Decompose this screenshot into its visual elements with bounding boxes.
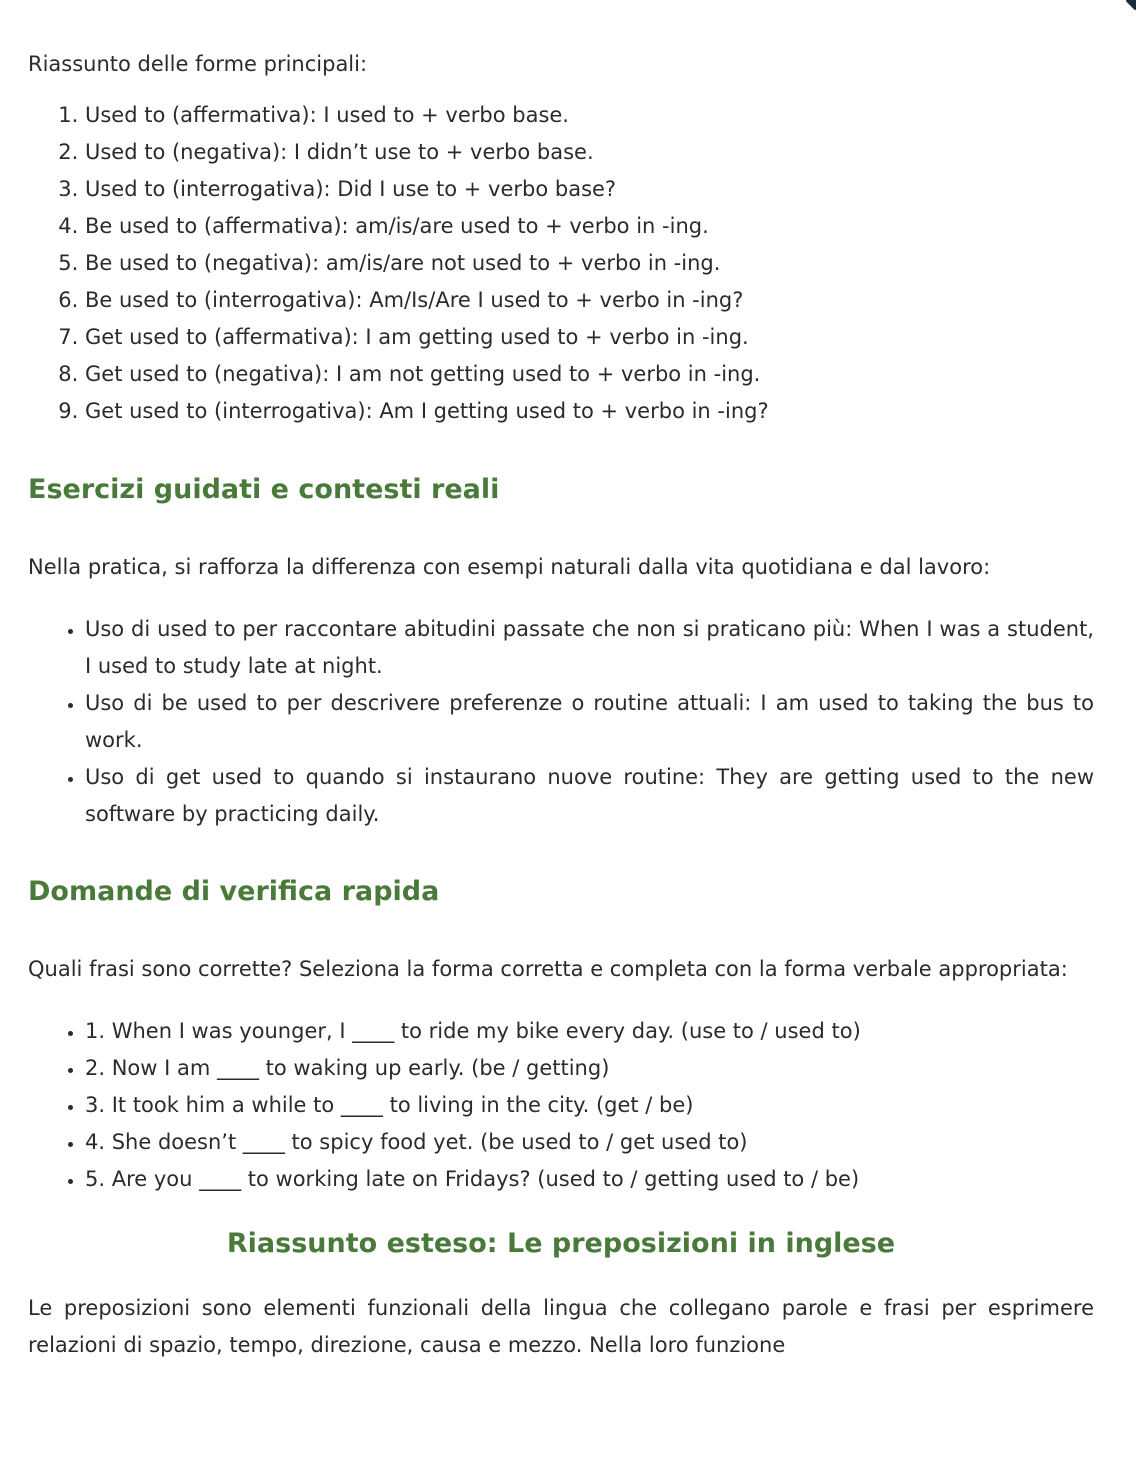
exercises-paragraph: Nella pratica, si rafforza la differenza con esempi naturali dalla vita quotidiana e dal lavoro:	[28, 555, 991, 579]
window-corner-marker	[1125, 0, 1136, 11]
list-item: 6. Be used to (interrogativa): Am/Is/Are I used to + verbo in -ing?	[85, 282, 1094, 319]
list-item: 8. Get used to (negativa): I am not getting used to + verbo in -ing.	[85, 356, 1094, 393]
list-item: • 5. Are you ____ to working late on Fridays? (used to / getting used to / be)	[85, 1161, 1094, 1198]
section-heading-prepositions: Riassunto esteso: Le preposizioni in inglese	[226, 1228, 896, 1259]
list-item: 5. Be used to (negativa): am/is/are not used to + verbo in -ing.	[85, 245, 1094, 282]
list-item: • Uso di get used to quando si instaurano nuove routine: They are getting used to the new software by practicing daily.	[85, 759, 1094, 833]
list-item: 7. Get used to (affermativa): I am getting used to + verbo in -ing.	[85, 319, 1094, 356]
list-item: 4. Be used to (affermativa): am/is/are used to + verbo in -ing.	[85, 208, 1094, 245]
section-heading-exercises: Esercizi guidati e contesti reali	[28, 474, 500, 505]
list-item: • 2. Now I am ____ to waking up early. (be / getting)	[85, 1050, 1094, 1087]
examples-list	[28, 611, 1094, 833]
list-item: • 1. When I was younger, I ____ to ride my bike every day. (use to / used to)	[85, 1013, 1094, 1050]
prepositions-paragraph: Le preposizioni sono elementi funzionali della lingua che collegano parole e frasi per esprimere relazioni di spazio, tempo, direzione, causa e mezzo. Nella loro funzione	[28, 1296, 1094, 1357]
list-item: • Uso di be used to per descrivere preferenze o routine attuali: I am used to taking the bus to work.	[85, 685, 1094, 759]
forms-summary-list	[28, 97, 1094, 430]
list-item: • 3. It took him a while to ____ to living in the city. (get / be)	[85, 1087, 1094, 1124]
list-item: 1. Used to (affermativa): I used to + verbo base.	[85, 97, 1094, 134]
list-item: 2. Used to (negativa): I didn’t use to + verbo base.	[85, 134, 1094, 171]
list-item: 9. Get used to (interrogativa): Am I getting used to + verbo in -ing?	[85, 393, 1094, 430]
document-body	[28, 46, 1094, 1364]
list-item: 3. Used to (interrogativa): Did I use to + verbo base?	[85, 171, 1094, 208]
section-heading-quick-check: Domande di verifica rapida	[28, 876, 440, 907]
list-item: • Uso di used to per raccontare abitudini passate che non si praticano più: When I was a student, I used to study late at night.	[85, 611, 1094, 685]
summary-intro: Riassunto delle forme principali:	[28, 52, 368, 76]
questions-list	[28, 1013, 1094, 1198]
list-item: • 4. She doesn’t ____ to spicy food yet. (be used to / get used to)	[85, 1124, 1094, 1161]
quick-check-paragraph: Quali frasi sono corrette? Seleziona la forma corretta e completa con la forma verbale appropriata:	[28, 957, 1068, 981]
